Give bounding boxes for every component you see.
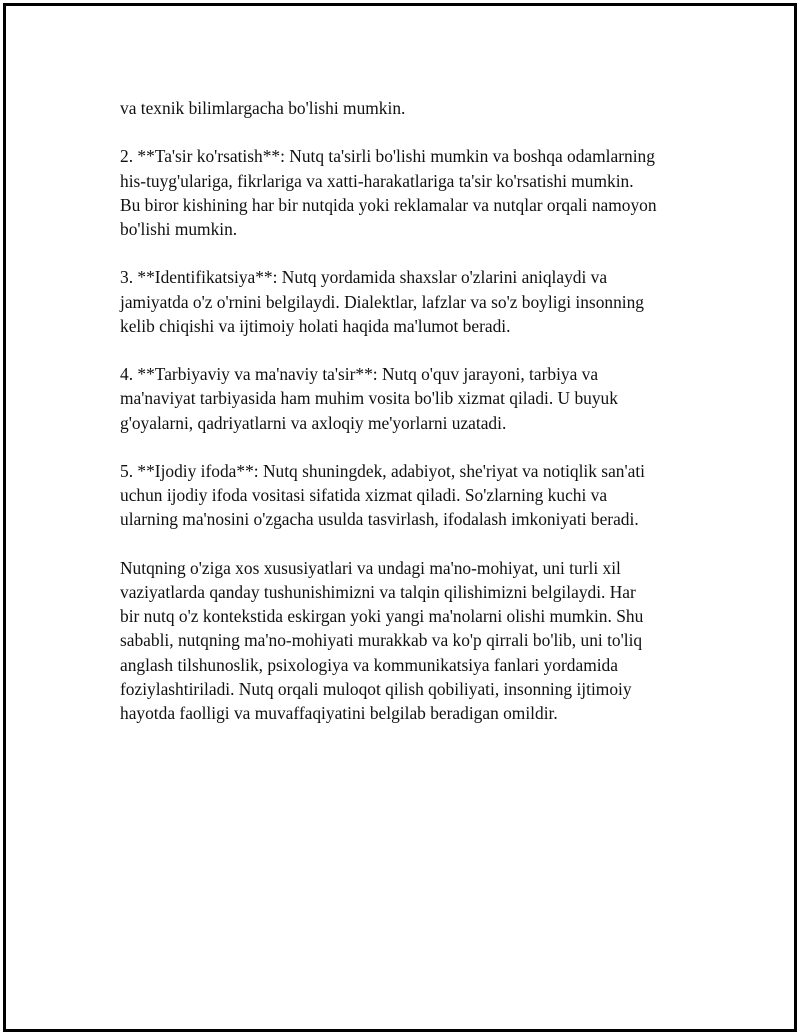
paragraph-conclusion (120, 556, 700, 725)
text-line: uchun ijodiy ifoda vositasi sifatida xizmat qiladi. So'zlarning kuchi va (120, 485, 608, 506)
text-line: kelib chiqishi va ijtimoiy holati haqida ma'lumot beradi. (120, 315, 511, 336)
text-line: g'oyalarni, qadriyatlarni va axloqiy me'yorlarni uzatadi. (120, 412, 507, 433)
text-line: sababli, nutqning ma'no-mohiyati murakkab va ko'p qirrali bo'lib, uni to'liq (120, 630, 643, 651)
text-line: bo'lishi mumkin. (120, 219, 238, 239)
paragraph-tarbiyaviy (120, 362, 700, 435)
text-line: 5. **Ijodiy ifoda**: Nutq shuningdek, adabiyot, she'riyat va notiqlik san'ati (120, 460, 646, 481)
text-line: foziylashtiriladi. Nutq orqali muloqot qilish qobiliyati, insonning ijtimoiy (120, 678, 632, 699)
paragraph-tasir-korsatish (120, 144, 700, 241)
paragraph-identifikatsiya (120, 265, 700, 338)
document-body (120, 96, 700, 749)
text-line: anglash tilshunoslik, psixologiya va kommunikatsiya fanlari yordamida (120, 654, 618, 675)
text-line: 3. **Identifikatsiya**: Nutq yordamida shaxslar o'zlarini aniqlaydi va (120, 267, 608, 288)
text-line: hayotda faolligi va muvaffaqiyatini belgilab beradigan omildir. (120, 703, 558, 723)
text-line: bir nutq o'z kontekstida eskirgan yoki yangi ma'nolarni olishi mumkin. Shu (120, 606, 644, 627)
text-line: ma'naviyat tarbiyasida ham muhim vosita bo'lib xizmat qiladi. U buyuk (120, 388, 618, 409)
text-line: Bu biror kishining har bir nutqida yoki reklamalar va nutqlar orqali namoyon (120, 194, 657, 215)
text-line: 2. **Ta'sir ko'rsatish**: Nutq ta'sirli bo'lishi mumkin va boshqa odamlarning (120, 146, 655, 167)
text-line: 4. **Tarbiyaviy va ma'naviy ta'sir**: Nutq o'quv jarayoni, tarbiya va (120, 364, 599, 385)
document-page (3, 3, 797, 1032)
text-line: ularning ma'nosini o'zgacha usulda tasvirlash, ifodalash imkoniyati beradi. (120, 509, 639, 530)
paragraph-ijodiy-ifoda (120, 459, 700, 532)
text-line: Nutqning o'ziga xos xususiyatlari va undagi ma'no-mohiyat, uni turli xil (120, 557, 621, 578)
text-line: his-tuyg'ulariga, fikrlariga va xatti-harakatlariga ta'sir ko'rsatishi mumkin. (120, 170, 634, 191)
paragraph-continuation (120, 96, 700, 120)
text-line: vaziyatlarda qanday tushunishimizni va talqin qilishimizni belgilaydi. Har (120, 581, 636, 602)
text-line: va texnik bilimlargacha bo'lishi mumkin. (120, 98, 406, 118)
text-line: jamiyatda o'z o'rnini belgilaydi. Dialektlar, lafzlar va so'z boyligi insonning (120, 291, 645, 312)
